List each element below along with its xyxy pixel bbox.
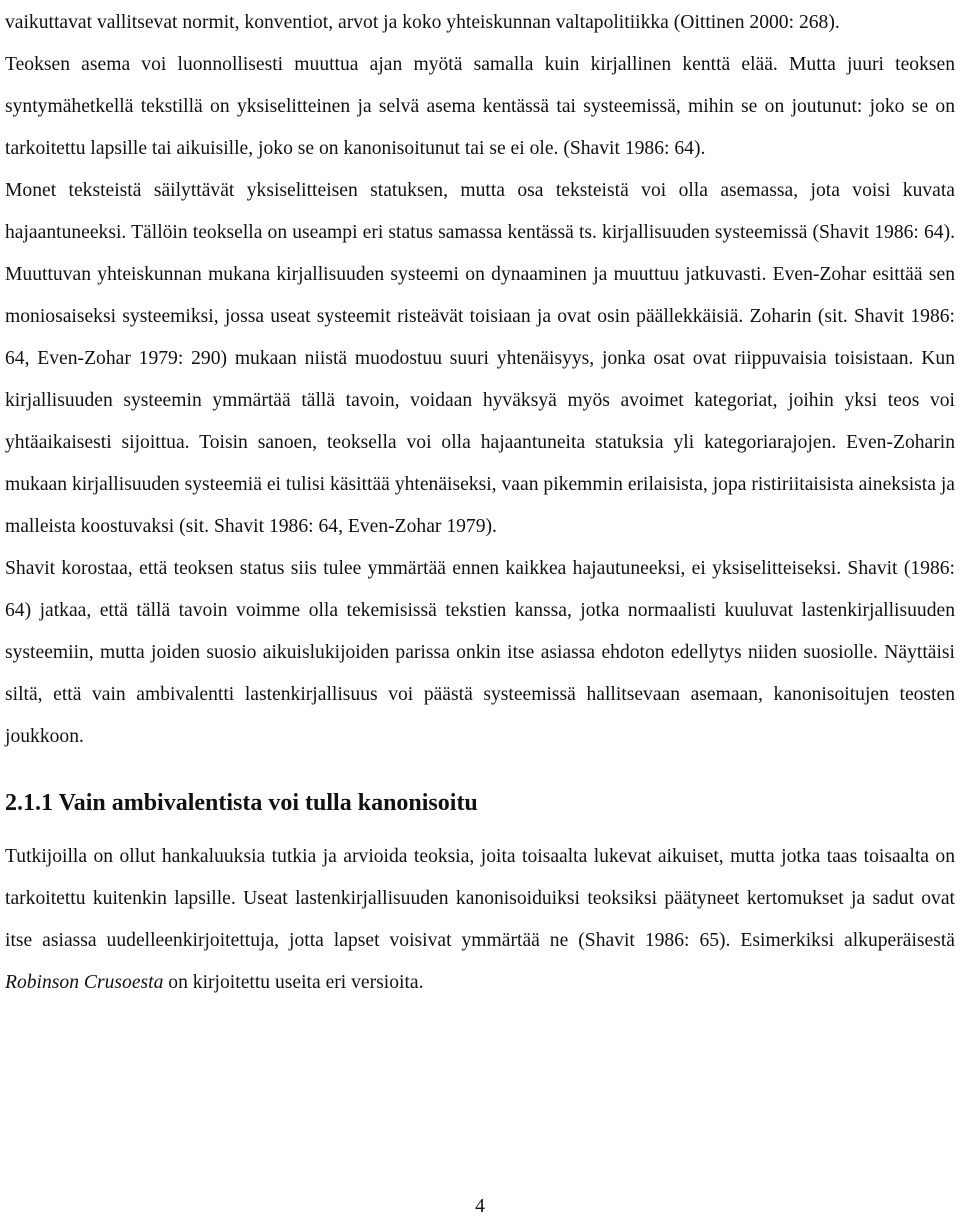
book-title: Robinson Crusoesta (5, 972, 164, 993)
paragraph-3: Monet teksteistä säilyttävät yksiselitteisen statuksen, mutta osa teksteistä voi olla asemassa, jota voisi kuvata hajaantuneeksi. Tällöin teoksella on useampi eri status samassa kentässä ts. kirjallisuuden systeemissä (Shavit 1986: 64). Muuttuvan yhteiskunnan mukana kirjallisuuden systeemi on dynaaminen ja muuttuu jatkuvasti. Even-Zohar esittää sen moniosaiseksi systeemiksi, jossa useat systeemit risteävät toisiaan ja ovat osin päällekkäisiä. Zoharin (sit. Shavit 1986: 64, Even-Zohar 1979: 290) mukaan niistä muodostuu suuri yhtenäisyys, jonka osat ovat riippuvaisia toisistaan. Kun kirjallisuuden systeemin ymmärtää tällä tavoin, voidaan hyväksyä myös avoimet kategoriat, joihin yksi teos voi yhtäaikaisesti sijoittua. Toisin sanoen, teoksella voi olla hajaantuneita statuksia yli kategoriarajojen. Even-Zoharin mukaan kirjallisuuden systeemiä ei tulisi käsittää yhtenäiseksi, vaan pikemmin erilaisista, jopa ristiriitaisista aineksista ja malleista koostuvaksi (sit. Shavit 1986: 64, Even-Zohar 1979). (5, 180, 955, 537)
paragraph-4: Shavit korostaa, että teoksen status siis tulee ymmärtää ennen kaikkea hajautuneeksi, ei yksiselitteiseksi. Shavit (1986: 64) jatkaa, että tällä tavoin voimme olla tekemisissä tekstien kanssa, jotka normaalisti kuuluvat lastenkirjallisuuden systeemiin, mutta joiden suosio aikuislukijoiden parissa onkin itse asiassa ehdoton edellytys niiden suosiolle. Näyttäisi siltä, että vain ambivalentti lastenkirjallisuus voi päästä systeemissä hallitsevaan asemaan, kanonisoitujen teosten joukkoon. (5, 558, 955, 747)
section-heading: 2.1.1 Vain ambivalentista voi tulla kanonisoitu (5, 790, 478, 816)
page-number: 4 (475, 1196, 485, 1217)
paragraph-2: Teoksen asema voi luonnollisesti muuttua ajan myötä samalla kuin kirjallinen kenttä elää. Mutta juuri teoksen syntymähetkellä tekstillä on yksiselitteinen ja selvä asema kentässä tai systeemissä, mihin se on joutunut: joko se on tarkoitettu lapsille tai aikuisille, joko se on kanonisoitunut tai se ei ole. (Shavit 1986: 64). (5, 54, 955, 159)
paragraph-5-text-start: Tutkijoilla on ollut hankaluuksia tutkia ja arvioida teoksia, joita toisaalta lukevat aikuiset, mutta jotka taas toisaalta on tarkoitettu kuitenkin lapsille. Useat lastenkirjallisuuden kanonisoiduiksi teoksiksi päätyneet kertomukset ja sadut ovat itse asiassa uudelleenkirjoitettuja, jotta lapset voisivat ymmärtää ne (Shavit 1986: 65). Esimerkiksi alkuperäisestä (5, 846, 955, 951)
document-page (5, 0, 955, 1004)
paragraph-5-text-end: on kirjoitettu useita eri versioita. (163, 972, 424, 993)
paragraph-1: vaikuttavat vallitsevat normit, konventiot, arvot ja koko yhteiskunnan valtapolitiikka (Oittinen 2000: 268). (5, 12, 840, 33)
paragraph-5 (5, 836, 955, 1004)
